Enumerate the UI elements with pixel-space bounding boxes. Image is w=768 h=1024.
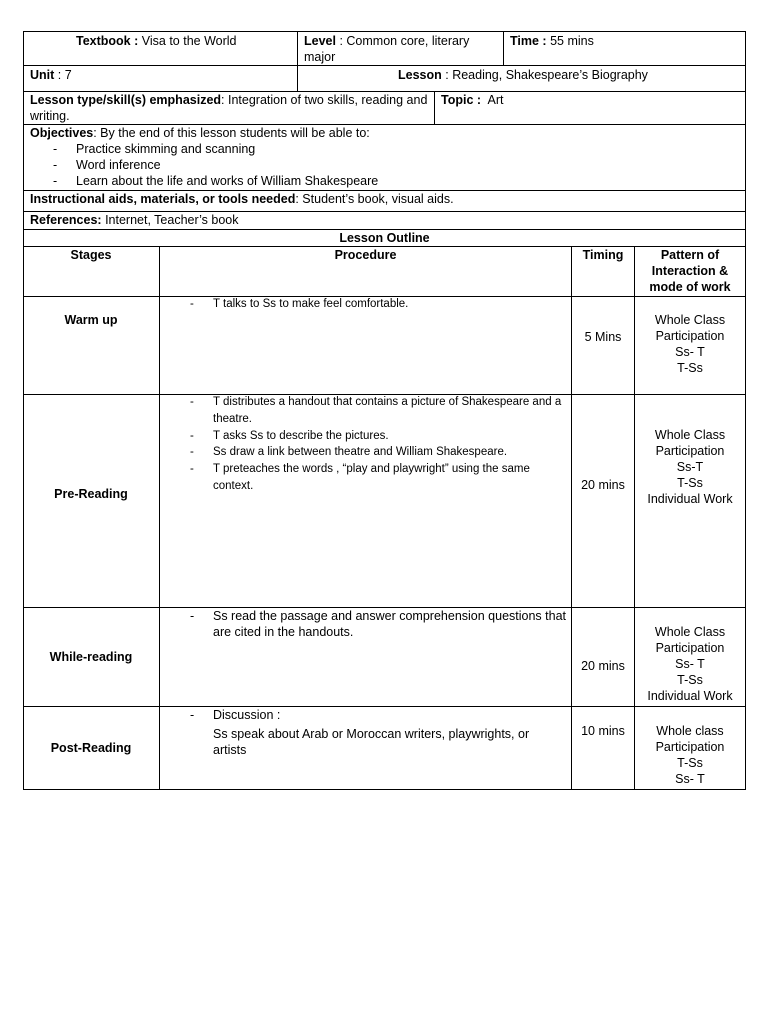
objectives-field bbox=[30, 125, 740, 189]
aids-field bbox=[30, 191, 740, 207]
list-item: - Ss draw a link between theatre and William Shakespeare. bbox=[213, 444, 568, 461]
objectives-list bbox=[53, 141, 740, 189]
dash-bullet: - bbox=[190, 609, 195, 623]
pattern-pre-reading: Whole Class Participation Ss-T T-Ss Individual Work bbox=[647, 428, 733, 506]
dash-bullet: - bbox=[190, 396, 194, 408]
dash-bullet: - bbox=[190, 708, 195, 722]
unit-field bbox=[30, 67, 72, 83]
column-header-stages: Stages bbox=[70, 248, 112, 262]
time-value: 55 mins bbox=[550, 34, 594, 48]
lesson-outline-title: Lesson Outline bbox=[339, 231, 430, 245]
textbook-value: Visa to the World bbox=[141, 34, 237, 48]
aids-value: : Student’s book, visual aids. bbox=[295, 192, 454, 206]
level-label: Level bbox=[304, 34, 336, 48]
stage-post-reading: Post-Reading bbox=[50, 741, 132, 755]
list-item: - Ss read the passage and answer comprehension questions that are cited in the handouts. bbox=[190, 609, 567, 639]
references-value: Internet, Teacher’s book bbox=[105, 213, 239, 227]
stage-while-reading: While-reading bbox=[49, 650, 133, 664]
time-label: Time : bbox=[510, 34, 547, 48]
references-field bbox=[30, 212, 239, 228]
level-value: : Common core, literary major bbox=[304, 34, 470, 64]
objectives-label: Objectives bbox=[30, 126, 94, 140]
dash-bullet: - bbox=[190, 446, 194, 459]
list-item: - T distributes a handout that contains a picture of Shakespeare and a theatre. bbox=[190, 396, 562, 425]
column-header-pattern: Pattern of Interaction & mode of work bbox=[649, 248, 731, 294]
pattern-warm-up: Whole Class Participation Ss- T T-Ss bbox=[654, 313, 726, 375]
topic-field bbox=[441, 92, 504, 108]
list-item: - Learn about the life and works of William Shakespeare bbox=[53, 174, 379, 188]
level-field bbox=[304, 33, 499, 65]
lesson-type-value: : Integration of two skills, reading and writing. bbox=[30, 93, 428, 123]
procedure-warm-up bbox=[190, 296, 568, 313]
aids-label: Instructional aids, materials, or tools needed bbox=[30, 192, 296, 206]
stage-warm-up: Warm up bbox=[64, 313, 118, 327]
topic-value: Art bbox=[487, 93, 504, 107]
dash-bullet: - bbox=[190, 463, 194, 476]
time-field bbox=[510, 33, 740, 49]
textbook-field bbox=[76, 33, 296, 49]
unit-value: : 7 bbox=[57, 68, 72, 82]
unit-label: Unit bbox=[30, 68, 55, 82]
procedure-while-reading bbox=[190, 608, 568, 640]
list-item: - T asks Ss to describe the pictures. bbox=[213, 428, 568, 445]
pattern-post-reading: Whole class Participation T-Ss Ss- T bbox=[655, 724, 725, 786]
references-label: References: bbox=[30, 213, 102, 227]
objectives-intro: : By the end of this lesson students will be able to: bbox=[93, 126, 370, 140]
list-item: - T preteaches the words , “play and playwright” using the same context. bbox=[190, 463, 530, 492]
lesson-field bbox=[398, 67, 743, 83]
timing-while-reading: 20 mins bbox=[581, 659, 625, 673]
procedure-post-reading-body: Ss speak about Arab or Moroccan writers, playwrights, or artists bbox=[213, 727, 530, 757]
lesson-label: Lesson bbox=[398, 68, 442, 82]
timing-post-reading: 10 mins bbox=[581, 724, 625, 738]
textbook-label: Textbook : bbox=[76, 34, 139, 48]
list-item: - Word inference bbox=[53, 158, 161, 172]
topic-label: Topic : bbox=[441, 93, 482, 107]
procedure-pre-reading bbox=[190, 394, 568, 495]
stage-pre-reading: Pre-Reading bbox=[54, 487, 128, 501]
timing-warm-up: 5 Mins bbox=[584, 330, 622, 344]
list-item: - T talks to Ss to make feel comfortable. bbox=[213, 296, 568, 313]
dash-bullet: - bbox=[53, 158, 58, 172]
lesson-type-field bbox=[30, 92, 428, 124]
procedure-post-reading bbox=[190, 707, 568, 758]
dash-bullet: - bbox=[190, 298, 194, 310]
pattern-while-reading: Whole Class Participation Ss- T T-Ss Individual Work bbox=[647, 625, 733, 703]
timing-pre-reading: 20 mins bbox=[581, 478, 625, 492]
dash-bullet: - bbox=[53, 142, 58, 156]
column-header-timing: Timing bbox=[582, 248, 624, 262]
lesson-type-label: Lesson type/skill(s) emphasized bbox=[30, 93, 222, 107]
dash-bullet: - bbox=[190, 429, 194, 442]
lesson-value: : Reading, Shakespeare’s Biography bbox=[445, 68, 648, 82]
dash-bullet: - bbox=[53, 174, 58, 188]
column-header-procedure: Procedure bbox=[334, 248, 397, 262]
list-item: - Discussion : bbox=[190, 708, 281, 722]
list-item: - Practice skimming and scanning bbox=[53, 142, 256, 156]
